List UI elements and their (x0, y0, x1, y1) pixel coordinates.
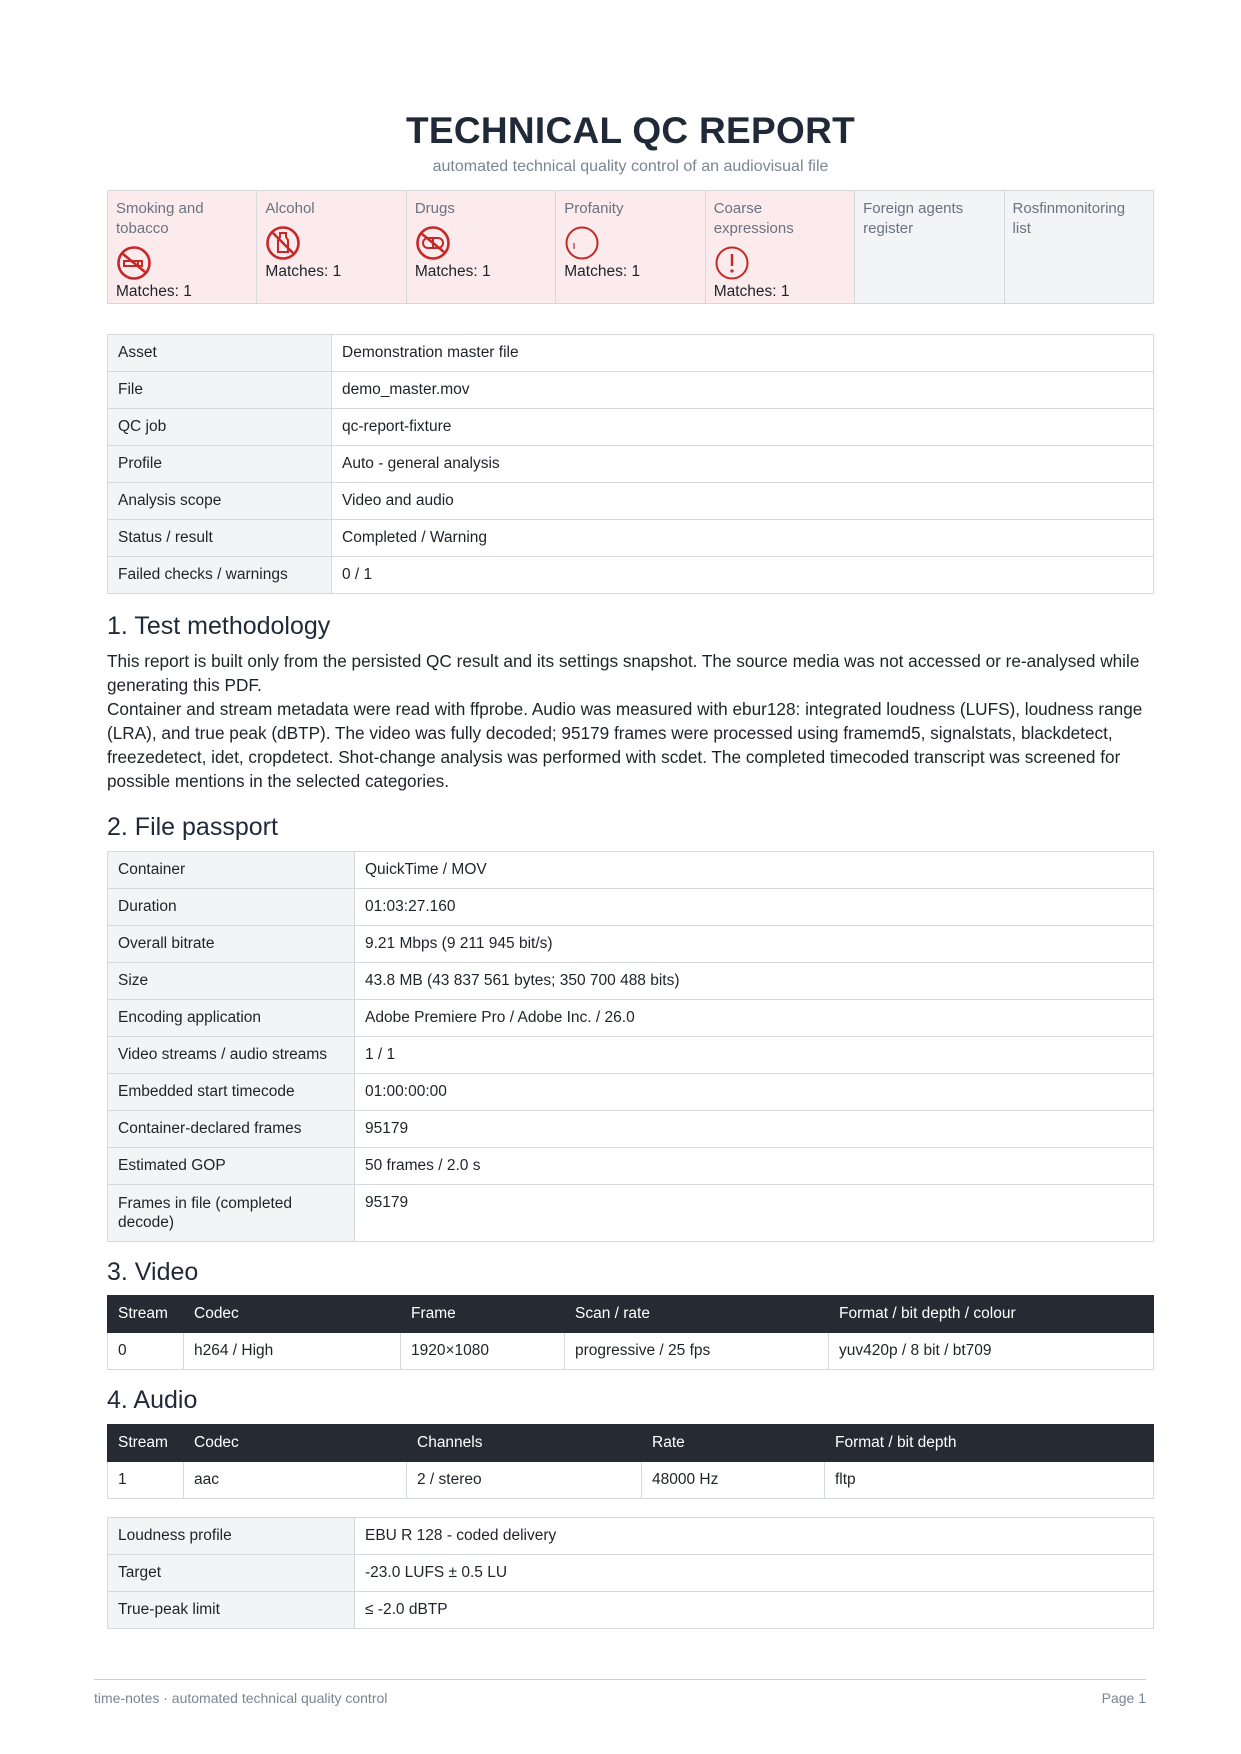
column-header: Format / bit depth / colour (829, 1296, 1154, 1333)
table-row (108, 1037, 1154, 1074)
column-header: Codec (184, 1296, 401, 1333)
row-value: 95179 (355, 1185, 1154, 1242)
table-cell: 1920×1080 (401, 1333, 565, 1370)
table-row (108, 446, 1154, 483)
column-header: Rate (642, 1425, 825, 1462)
table-header-row (108, 1425, 1154, 1462)
table-row (108, 557, 1154, 594)
page-number: Page 1 (1101, 1690, 1146, 1706)
table-cell: aac (184, 1462, 407, 1499)
row-label: Loudness profile (108, 1518, 355, 1555)
section-heading-audio: 4. Audio (107, 1386, 198, 1414)
row-label: Frames in file (completed decode) (108, 1185, 355, 1242)
category-coarse-expressions (706, 191, 855, 303)
column-header: Stream (108, 1425, 184, 1462)
section-heading-methodology: 1. Test methodology (107, 612, 331, 640)
row-value: qc-report-fixture (332, 409, 1154, 446)
row-label: QC job (108, 409, 332, 446)
category-name: Alcohol (265, 200, 315, 217)
page-footer (94, 1679, 1146, 1706)
row-value: -23.0 LUFS ± 0.5 LU (355, 1555, 1154, 1592)
category-matches: Matches: 1 (116, 283, 192, 300)
table-row (108, 1333, 1154, 1370)
row-value: Demonstration master file (332, 335, 1154, 372)
row-value: Auto - general analysis (332, 446, 1154, 483)
methodology-paragraph-2: Container and stream metadata were read with ffprobe. Audio was measured with ebur128: integrated loudness (LUFS), loudness range (LRA), and true peak (dBTP). The video was fully decoded; 95179 frames were processed using framemd5, signalstats, blackdetect, freezedetect, idet, cropdetect. Shot-change analysis was performed with scdet. The completed timecoded transcript was screened for possible mentions in the selected categories. (107, 699, 1143, 791)
column-header: Codec (184, 1425, 407, 1462)
category-name: Drugs (414, 200, 455, 217)
row-value: 0 / 1 (332, 557, 1154, 594)
table-row (108, 926, 1154, 963)
methodology-paragraph-1: This report is built only from the persisted QC result and its settings snapshot. The source media was not accessed or re-analysed while generating this PDF. (107, 651, 1140, 695)
table-cell: 1 (108, 1462, 184, 1499)
exclamation-icon (714, 245, 750, 281)
row-value: 43.8 MB (43 837 561 bytes; 350 700 488 bits) (355, 963, 1154, 1000)
category-matches: Matches: 1 (713, 283, 790, 300)
row-label: Failed checks / warnings (108, 557, 332, 594)
category-name: Coarse expressions (713, 200, 794, 237)
category-rosfinmonitoring (1005, 191, 1153, 303)
row-label: Asset (108, 335, 332, 372)
row-label: Embedded start timecode (108, 1074, 355, 1111)
loudness-table (107, 1517, 1154, 1629)
audio-table (107, 1424, 1154, 1499)
footer-left-text: time-notes · automated technical quality control (94, 1690, 388, 1706)
row-label: Container-declared frames (108, 1111, 355, 1148)
category-name: Smoking and tobacco (116, 200, 204, 237)
category-foreign-agents (855, 191, 1004, 303)
profanity-icon (564, 225, 600, 261)
column-header: Channels (407, 1425, 642, 1462)
row-label: Analysis scope (108, 483, 332, 520)
row-value: Completed / Warning (332, 520, 1154, 557)
table-row (108, 1462, 1154, 1499)
row-label: Overall bitrate (108, 926, 355, 963)
table-row (108, 520, 1154, 557)
row-value: 01:00:00:00 (355, 1074, 1154, 1111)
category-matches: Matches: 1 (265, 263, 342, 280)
category-matches: Matches: 1 (564, 263, 641, 280)
table-row (108, 963, 1154, 1000)
table-row (108, 409, 1154, 446)
table-row (108, 889, 1154, 926)
row-label: Size (108, 963, 355, 1000)
row-value: 50 frames / 2.0 s (355, 1148, 1154, 1185)
table-cell: yuv420p / 8 bit / bt709 (829, 1333, 1154, 1370)
section-heading-passport: 2. File passport (107, 813, 278, 841)
table-row (108, 1592, 1154, 1629)
row-value: 95179 (355, 1111, 1154, 1148)
column-header: Stream (108, 1296, 184, 1333)
row-value: 1 / 1 (355, 1037, 1154, 1074)
row-value: 9.21 Mbps (9 211 945 bit/s) (355, 926, 1154, 963)
table-cell: 0 (108, 1333, 184, 1370)
category-profanity (556, 191, 705, 303)
table-row (108, 335, 1154, 372)
row-label: Estimated GOP (108, 1148, 355, 1185)
report-subtitle: automated technical quality control of an audiovisual file (432, 158, 829, 175)
table-cell: h264 / High (184, 1333, 401, 1370)
row-label: True-peak limit (108, 1592, 355, 1629)
row-value: Adobe Premiere Pro / Adobe Inc. / 26.0 (355, 1000, 1154, 1037)
category-name: Foreign agents register (863, 200, 964, 237)
row-label: Encoding application (108, 1000, 355, 1037)
category-name: Profanity (564, 200, 624, 217)
row-label: Duration (108, 889, 355, 926)
table-row (108, 1555, 1154, 1592)
table-cell: fltp (825, 1462, 1154, 1499)
category-alcohol (257, 191, 406, 303)
column-header: Frame (401, 1296, 565, 1333)
report-page (107, 0, 1154, 1629)
category-name: Rosfinmonitoring list (1012, 200, 1126, 237)
category-panel (107, 190, 1154, 304)
row-label: Status / result (108, 520, 332, 557)
table-row (108, 1518, 1154, 1555)
summary-table (107, 334, 1154, 594)
table-row (108, 1074, 1154, 1111)
row-label: Container (108, 852, 355, 889)
row-label: File (108, 372, 332, 409)
row-label: Profile (108, 446, 332, 483)
video-table (107, 1295, 1154, 1370)
table-cell: progressive / 25 fps (565, 1333, 829, 1370)
row-value: EBU R 128 - coded delivery (355, 1518, 1154, 1555)
row-value: Video and audio (332, 483, 1154, 520)
section-heading-video: 3. Video (107, 1258, 199, 1286)
no-alcohol-icon (265, 225, 301, 261)
table-row (108, 1148, 1154, 1185)
row-label: Video streams / audio streams (108, 1037, 355, 1074)
row-label: Target (108, 1555, 355, 1592)
table-cell: 48000 Hz (642, 1462, 825, 1499)
table-row (108, 372, 1154, 409)
no-smoking-icon (116, 245, 152, 281)
column-header: Scan / rate (565, 1296, 829, 1333)
no-drugs-icon (415, 225, 451, 261)
table-row (108, 1185, 1154, 1242)
category-smoking (108, 191, 257, 303)
passport-table (107, 851, 1154, 1242)
table-header-row (108, 1296, 1154, 1333)
row-value: demo_master.mov (332, 372, 1154, 409)
report-title: TECHNICAL QC REPORT (405, 110, 856, 151)
table-row (108, 852, 1154, 889)
row-value: 01:03:27.160 (355, 889, 1154, 926)
category-matches: Matches: 1 (414, 263, 491, 280)
table-cell: 2 / stereo (407, 1462, 642, 1499)
table-row (108, 483, 1154, 520)
row-value: QuickTime / MOV (355, 852, 1154, 889)
table-row (108, 1000, 1154, 1037)
table-row (108, 1111, 1154, 1148)
column-header: Format / bit depth (825, 1425, 1154, 1462)
row-value: ≤ -2.0 dBTP (355, 1592, 1154, 1629)
category-drugs (407, 191, 556, 303)
